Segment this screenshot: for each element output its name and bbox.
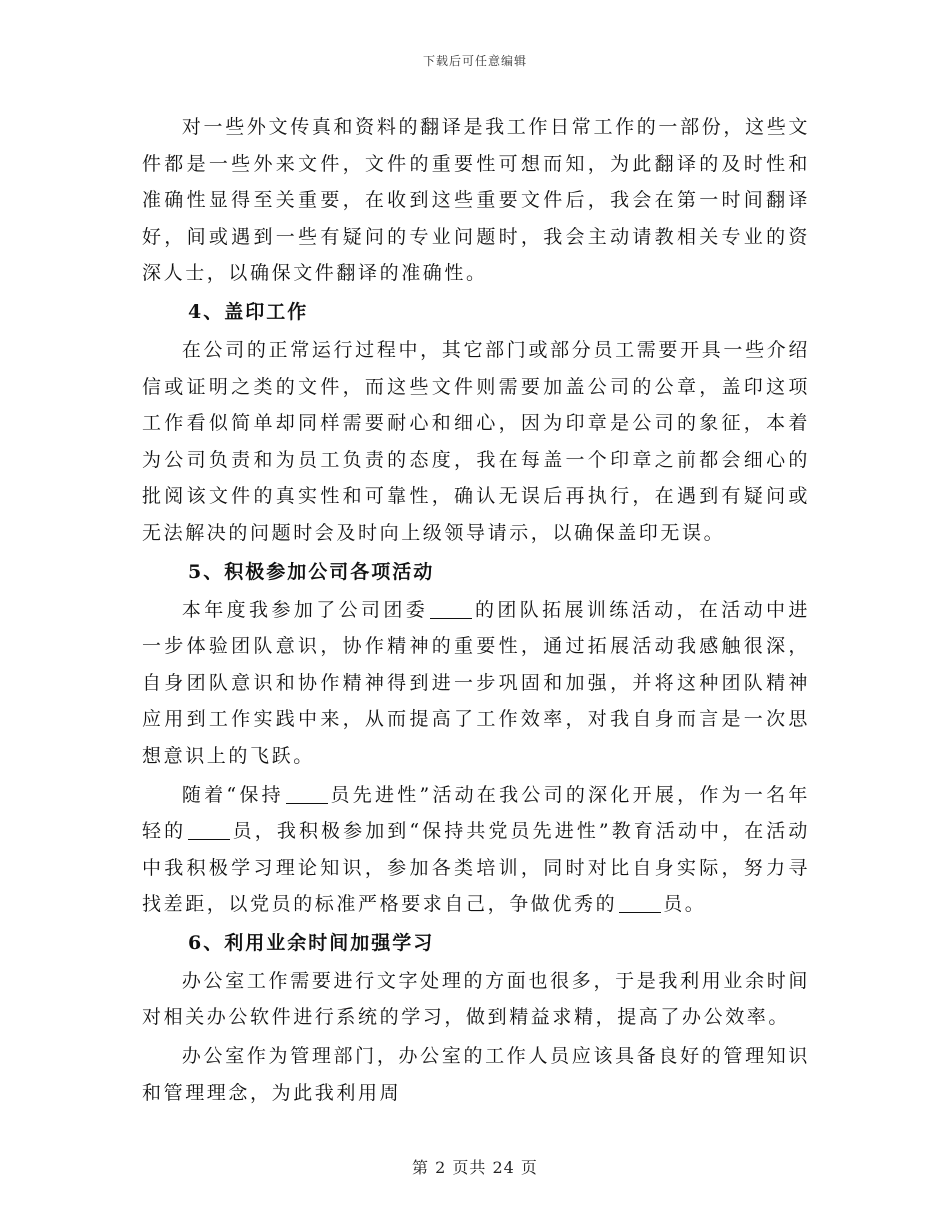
section-heading-activities: 5、积极参加公司各项活动: [188, 560, 435, 583]
fill-in-blank: [286, 784, 328, 804]
paragraph-translation: 对一些外文传真和资料的翻译是我工作日常工作的一部份，这些文件都是一些外来文件，文件的重要性可想而知，为此翻译的及时性和准确性显得至关重要，在收到这些重要文件后，我会在第一时间翻译好，间或遇到一些有疑问的专业问题时，我会主动请教相关专业的资深人士，以确保文件翻译的准确性。: [142, 116, 810, 285]
document-body: [142, 109, 810, 1113]
text-segment: 的团队拓展训练活动，在活动中进一步体验团队意识，协作精神的重要性，通过拓展活动我感触很深，自身团队意识和协作精神得到进一步巩固和加强，并将这种团队精神应用到工作实践中来，从而提高了工作效率，对我自身而言是一次思想意识上的飞跃。: [142, 598, 810, 767]
section-heading-study: 6、利用业余时间加强学习: [188, 931, 435, 954]
paragraph-team-activity: [142, 592, 810, 775]
text-segment: 员。: [663, 893, 707, 916]
paragraph-stamping: 在公司的正常运行过程中，其它部门或部分员工需要开具一些介绍信或证明之类的文件，而这些文件则需要加盖公司的公章，盖印这项工作看似简单却同样需要耐心和细心，因为印章是公司的象征，本着为公司负责和为员工负责的态度，我在每盖一个印章之前都会细心的批阅该文件的真实性和可靠性，确认无误后再执行，在遇到有疑问或无法解决的问题时会及时向上级领导请示，以确保盖印无误。: [142, 338, 810, 544]
page-footer: 第 2 页共 24 页: [412, 1158, 538, 1177]
text-segment: 随着“保持: [181, 783, 284, 806]
paragraph-office-software: 办公室工作需要进行文字处理的方面也很多，于是我利用业余时间对相关办公软件进行系统的学习，做到精益求精，提高了办公效率。: [142, 969, 810, 1029]
paragraph-party-activity: [142, 777, 810, 923]
text-segment: 员，我积极参加到“保持共党员先进性”教育活动中，在活动中我积极学习理论知识，参加各类培训，同时对比自身实际，努力寻找差距，以党员的标准严格要求自己，争做优秀的: [142, 820, 810, 916]
fill-in-blank: [188, 820, 230, 840]
paragraph-management: 办公室作为管理部门，办公室的工作人员应该具备良好的管理知识和管理理念，为此我利用周: [142, 1045, 810, 1104]
text-segment: 员先进性”活动在我公司的深化开展，作为一名年轻的: [142, 783, 810, 843]
fill-in-blank: [430, 599, 472, 619]
page-header: 下载后可任意编辑: [422, 54, 527, 68]
text-segment: 本年度我参加了公司团委: [181, 598, 429, 621]
section-heading-stamping: 4、盖印工作: [188, 300, 309, 323]
fill-in-blank: [619, 893, 661, 913]
